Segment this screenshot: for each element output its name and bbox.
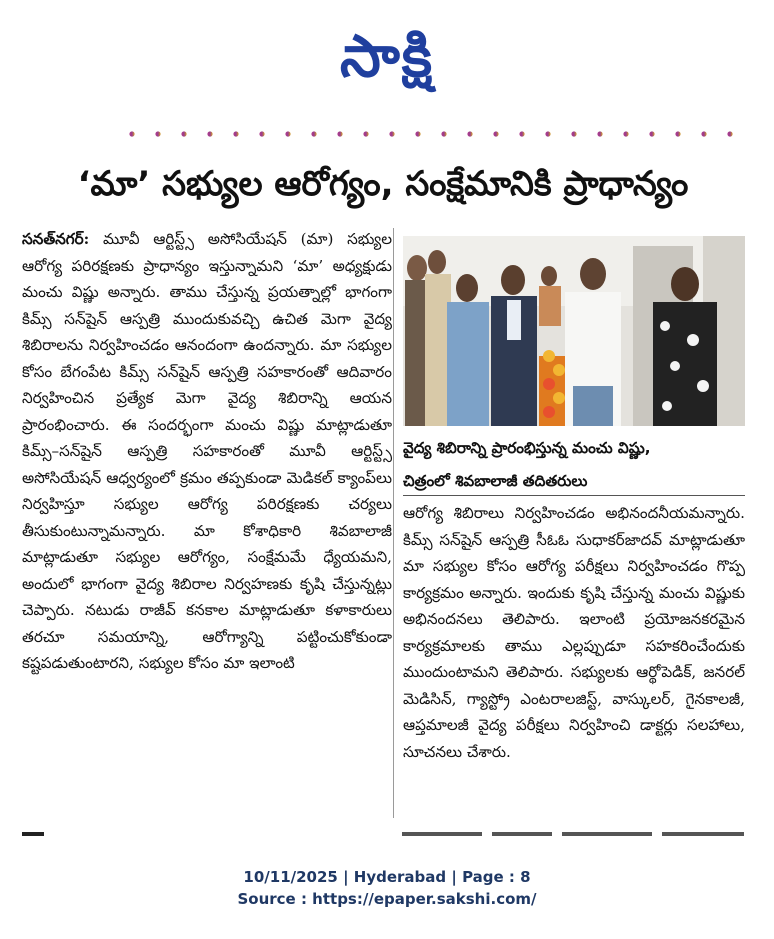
rule-dot: [467, 131, 472, 136]
caption-rule: [403, 495, 745, 496]
rule-dot: [701, 131, 706, 136]
rule-dot: [207, 131, 212, 136]
cut-off-text-strip: [22, 826, 744, 836]
decorative-dot-rule: [22, 130, 744, 138]
rule-dot: [441, 131, 446, 136]
column-divider: [393, 228, 394, 818]
rule-dot: [623, 131, 628, 136]
rule-dot: [389, 131, 394, 136]
rule-dot: [415, 131, 420, 136]
article-photo: [403, 236, 745, 426]
footer-date-edition: 10/11/2025 | Hyderabad | Page : 8: [243, 868, 531, 886]
rule-dot: [155, 131, 160, 136]
masthead: [0, 8, 774, 104]
body-text-left: మూవీ ఆర్టిస్ట్స్ అసోసియేషన్ (మా) సభ్యుల ఆరోగ్య పరిరక్షణకు ప్రాధాన్యం ఇస్తున్నామని ‘మా’ అధ్యక్షుడు మంచు విష్ణు అన్నారు. తాము చేస్తున్న ప్రయత్నాల్లో భాగంగా కిమ్స్ సన్‌షైన్ ఆస్పత్రి ముందుకువచ్చి ఉచిత మెగా వైద్య శిబిరాలను నిర్వహించడం ఆనందంగా ఉందన్నారు. మా సభ్యుల కోసం బేగంపేట కిమ్స్ సన్‌షైన్ ఆస్పత్రి సహకారంతో ఆదివారం నిర్వహించిన ప్రత్యేక మెగా వైద్య శిబిరాన్ని ఆయన ప్రారంభించారు. ఈ సందర్భంగా మంచు విష్ణు మాట్లాడుతూ కిమ్స్–సన్‌షైన్ ఆస్పత్రి సహకారంతో మూవీ ఆర్టిస్ట్స్ అసోసియేషన్ ఆధ్వర్యంలో క్రమం తప్పకుండా మెడికల్ క్యాంప్‌లు నిర్వహిస్తూ సభ్యుల ఆరోగ్య పరిరక్షణకు చర్యలు తీసుకుంటున్నామన్నారు. మా కోశాధికారి శివబాలాజీ మాట్లాడుతూ సభ్యుల ఆరోగ్యం, సంక్షేమమే ధ్యేయమని, అందులో భాగంగా వైద్య శిబిరాల నిర్వహణకు కృషి చేస్తున్నట్లు చెప్పారు. నటుడు రాజీవ్ కనకాల మాట్లాడుతూ కళాకారులు తరచూ సమయాన్ని, ఆరోగ్యాన్ని పట్టించుకోకుండా కష్టపడుతుంటారని, సభ్యుల కోసం మా ఇలాంటి: [22, 230, 392, 672]
rule-dot: [727, 131, 732, 136]
page-footer: [0, 866, 774, 910]
article-body-left: [22, 226, 392, 816]
rule-dot: [675, 131, 680, 136]
rule-dot: [233, 131, 238, 136]
rule-dot: [259, 131, 264, 136]
rule-dot: [337, 131, 342, 136]
caption-line-2: చిత్రంలో శివబాలాజీ తదితరులు: [403, 472, 588, 490]
rule-dot: [311, 131, 316, 136]
rule-dot: [181, 131, 186, 136]
rule-dot: [649, 131, 654, 136]
rule-dot: [571, 131, 576, 136]
rule-dot: [519, 131, 524, 136]
article-headline: ‘మా’ సభ్యుల ఆరోగ్యం, సంక్షేమానికి ప్రాధాన్యం: [77, 164, 689, 204]
article-body-right: ఆరోగ్య శిబిరాలు నిర్వహించడం అభినందనీయమన్నారు. కిమ్స్ సన్‌షైన్ ఆస్పత్రి సీఓఓ సుధాకర్‌జాదవ్ మాట్లాడుతూ మా సభ్యుల కోసం ఆరోగ్య పరీక్షలు నిర్వహించడం గొప్ప కార్యక్రమం అన్నారు. ఇందుకు కృషి చేస్తున్న మంచు విష్ణుకు అభినందనలు తెలిపారు. ఇలాంటి ప్రయోజనకరమైన కార్యక్రమాలకు తాము ఎల్లప్పుడూ సహకరించేందుకు ముందుంటామని తెలిపారు. సభ్యులకు ఆర్థోపెడిక్, జనరల్ మెడిసిన్, గ్యాస్ట్రో ఎంటరాలజిస్ట్, వాస్కులర్, గైనకాలజీ, ఆప్తమాలజీ వైద్య పరీక్షలు నిర్వహించి డాక్టర్లు సలహాలు, సూచనలు చేశారు.: [403, 504, 745, 761]
event-photo-image: [403, 236, 745, 426]
footer-source[interactable]: Source : https://epaper.sakshi.com/: [237, 890, 537, 908]
sakshi-logo: సాక్షి: [339, 22, 435, 90]
rule-dot: [285, 131, 290, 136]
rule-dot: [545, 131, 550, 136]
rule-dot: [129, 131, 134, 136]
dateline: సనత్‌నగర్‌:: [22, 230, 90, 248]
rule-dot: [363, 131, 368, 136]
caption-line-1: వైద్య శిబిరాన్ని ప్రారంభిస్తున్న మంచు విష్ణు,: [403, 439, 651, 457]
rule-dot: [597, 131, 602, 136]
rule-dot: [493, 131, 498, 136]
photo-caption: [403, 432, 745, 498]
